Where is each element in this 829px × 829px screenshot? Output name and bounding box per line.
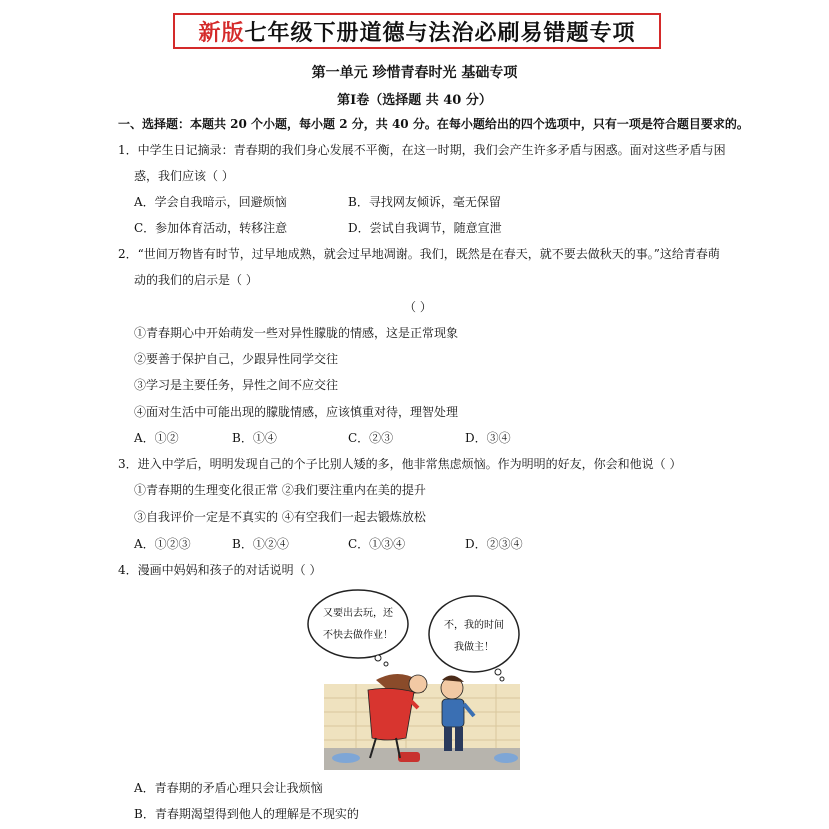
q3-option-a: A．①②③ [134,537,191,551]
q1-option-d: D．尝试自我调节，随意宣泄 [348,221,502,235]
unit-heading: 第一单元 珍惜青春时光 基础专项 [311,65,518,81]
bubble-left-line2: 不快去做作业！ [323,630,393,641]
q2-item-1: ①青春期心中开始萌发一些对异性朦胧的情感，这是正常现象 [134,326,459,340]
q3-option-d: D．②③④ [465,537,523,551]
page-title [173,13,661,49]
floor-bag [398,752,420,762]
q2-option-b: B．①④ [232,431,277,445]
q4-option-a: A．青春期的矛盾心理只会让我烦恼 [134,781,323,795]
q2-option-d: D．③④ [465,431,511,445]
floor-item-right [494,753,518,763]
q2-item-2: ②要善于保护自己，少跟异性同学交往 [134,352,339,366]
q4-option-b: B．青春期渴望得到他人的理解是不现实的 [134,807,359,821]
bubble-right-line1: 不，我的时间 [444,620,504,631]
bubble-left-tail-2 [384,662,388,666]
cartoon-wall [324,684,520,754]
q4-stem: 4．漫画中妈妈和孩子的对话说明（ ） [118,563,322,577]
volume-heading: 第Ⅰ卷（选择题 共 40 分） [337,93,492,108]
q2-item-3: ③学习是主要任务，异性之间不应交往 [134,378,339,392]
q1-option-a: A．学会自我暗示，回避烦恼 [134,195,287,209]
q2-stem-line2: 动的我们的启示是（ ） [134,273,258,287]
title-rest: 七年级下册道德与法治必刷易错题专项 [244,19,636,46]
q2-item-4: ④面对生活中可能出现的朦胧情感，应该慎重对待，理智处理 [134,405,459,419]
q3-row-2: ③自我评价一定是不真实的 ④有空我们一起去锻炼放松 [134,510,426,524]
bubble-left-line1: 又要出去玩，还 [323,608,393,619]
q2-option-c: C．②③ [348,431,394,445]
q1-option-b: B．寻找网友倾诉，毫无保留 [348,195,501,209]
bubble-right-tail-2 [500,677,504,681]
q3-option-b: B．①②④ [232,537,289,551]
floor-item-left [332,753,360,763]
q1-stem-line2: 惑，我们应该（ ） [134,169,234,183]
q3-row-1: ①青春期的生理变化很正常 ②我们要注重内在美的提升 [134,483,426,497]
q3-stem: 3．进入中学后，明明发现自己的个子比别人矮的多，他非常焦虑烦恼。作为明明的好友，你会和他说（ ） [118,457,682,471]
q1-stem-line1: 1．中学生日记摘录：青春期的我们身心发展不平衡，在这一时期，我们会产生许多矛盾与困惑。面对这些矛盾与困 [118,143,726,157]
speech-bubble-left [308,590,408,658]
q2-option-a: A．①② [134,431,179,445]
speech-bubble-right [429,596,519,672]
q2-paren: （ ） [404,300,432,314]
section-intro: 一、选择题：本题共 20 个小题，每小题 2 分，共 40 分。在每小题给出的四个选项中，只有一项是符合题目要求的。 [118,117,749,131]
q2-stem-line1: 2．“世间万物皆有时节，过早地成熟，就会过早地凋谢。我们，既然是在春天，就不要去做秋天的事。”这给青春萌 [118,247,720,261]
cartoon-illustration [306,588,528,772]
bubble-right-tail-1 [495,669,501,675]
q3-option-c: C．①③④ [348,537,406,551]
bubble-left-tail-1 [375,655,381,661]
q1-option-c: C．参加体育活动，转移注意 [134,221,288,235]
title-highlight: 新版 [198,19,245,46]
bubble-right-line2: 我做主！ [454,642,494,653]
